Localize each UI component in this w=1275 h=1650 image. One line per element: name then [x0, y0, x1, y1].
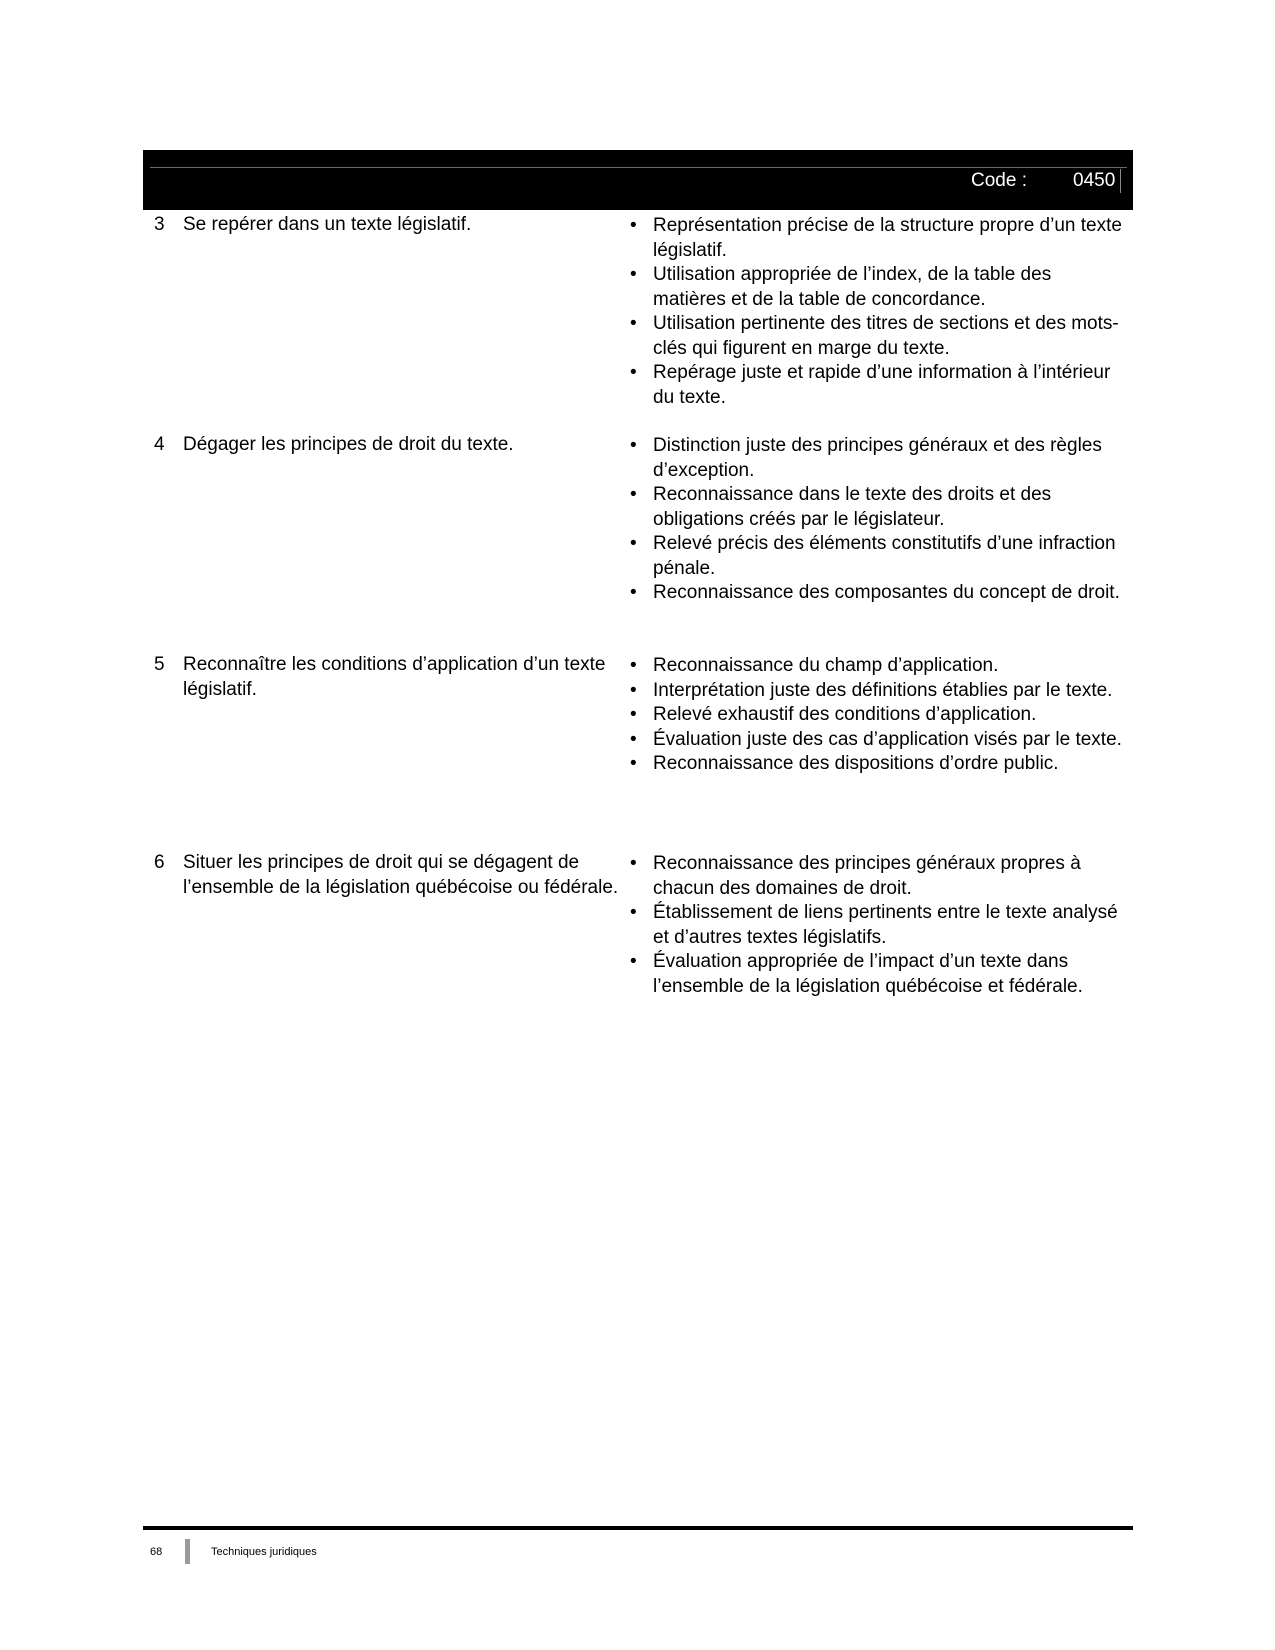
criterion-item	[628, 263, 1128, 312]
criterion-item	[628, 703, 1128, 728]
criterion-text: Utilisation appropriée de l’index, de la table des matières et de la table de concordance.	[653, 264, 1052, 310]
element-statement: Reconnaître les conditions d’application d’un texte législatif.	[183, 654, 606, 700]
element-number: 5	[154, 654, 165, 675]
bullet-icon: •	[630, 264, 637, 285]
code-value-cell-border	[1120, 169, 1121, 193]
bullet-icon: •	[630, 853, 637, 874]
footer-rule	[143, 1526, 1133, 1530]
bullet-icon: •	[630, 728, 637, 750]
header-divider	[150, 167, 1127, 168]
criterion-text: Reconnaissance des composantes du concept de droit.	[653, 582, 1120, 603]
bullet-icon: •	[630, 704, 637, 725]
bullet-icon: •	[630, 951, 637, 972]
bullet-icon: •	[630, 533, 637, 554]
bullet-icon: •	[630, 582, 637, 603]
criterion-item	[628, 950, 1128, 999]
element-number: 4	[154, 434, 165, 455]
criterion-item	[628, 312, 1128, 361]
criterion-item	[628, 361, 1128, 410]
footer-separator-bar	[185, 1539, 190, 1564]
bullet-icon: •	[630, 902, 637, 923]
element-number: 3	[154, 214, 165, 235]
criterion-text: Relevé précis des éléments constitutifs d’une infraction pénale.	[653, 533, 1116, 579]
criterion-item	[628, 581, 1128, 606]
performance-criteria-list	[628, 214, 1128, 410]
code-header-band	[143, 150, 1133, 210]
element-statement: Se repérer dans un texte législatif.	[183, 214, 472, 235]
criterion-item	[628, 852, 1128, 901]
code-value: 0450	[1073, 170, 1116, 191]
criterion-text: Repérage juste et rapide d’une information à l’intérieur du texte.	[653, 362, 1111, 408]
criterion-text: Reconnaissance des dispositions d’ordre public.	[653, 753, 1059, 774]
performance-criteria-list	[628, 654, 1128, 777]
criterion-item	[628, 901, 1128, 950]
criterion-text: Reconnaissance dans le texte des droits et des obligations créés par le législateur.	[653, 484, 1052, 530]
criterion-text: Relevé exhaustif des conditions d’application.	[653, 704, 1037, 725]
performance-criteria-list	[628, 852, 1128, 999]
element-statement: Situer les principes de droit qui se dégagent de l’ensemble de la législation québécoise ou fédérale.	[183, 852, 619, 898]
criterion-item	[628, 532, 1128, 581]
criterion-item	[628, 483, 1128, 532]
criterion-text: Utilisation pertinente des titres de sections et des mots-clés qui figurent en marge du texte.	[653, 313, 1119, 359]
page-number: 68	[150, 1546, 163, 1558]
program-title: Techniques juridiques	[211, 1546, 317, 1558]
performance-criteria-list	[628, 434, 1128, 606]
bullet-icon: •	[630, 484, 637, 505]
criterion-text: Reconnaissance du champ d’application.	[653, 655, 999, 676]
bullet-icon: •	[630, 655, 637, 676]
bullet-icon: •	[630, 362, 637, 383]
bullet-icon: •	[630, 435, 637, 456]
element-number: 6	[154, 852, 165, 873]
element-statement: Dégager les principes de droit du texte.	[183, 434, 514, 455]
criterion-item	[628, 752, 1128, 777]
bullet-icon: •	[630, 753, 637, 774]
criterion-item	[628, 434, 1128, 483]
criterion-item	[628, 728, 1128, 753]
criterion-item	[628, 654, 1128, 679]
criterion-text: Évaluation appropriée de l’impact d’un texte dans l’ensemble de la législation québécoise et fédérale.	[653, 951, 1083, 997]
criterion-text: Représentation précise de la structure propre d’un texte législatif.	[653, 215, 1122, 261]
bullet-icon: •	[630, 679, 637, 701]
criterion-text: Reconnaissance des principes généraux propres à chacun des domaines de droit.	[653, 853, 1081, 899]
code-label: Code :	[971, 170, 1027, 191]
bullet-icon: •	[630, 215, 637, 236]
bullet-icon: •	[630, 313, 637, 334]
criterion-text: Distinction juste des principes généraux et des règles d’exception.	[653, 435, 1102, 481]
criterion-text: Interprétation juste des définitions établies par le texte.	[653, 679, 1113, 701]
criterion-item	[628, 679, 1128, 704]
criterion-text: Établissement de liens pertinents entre le texte analysé et d’autres textes législatifs.	[653, 902, 1118, 948]
criterion-text: Évaluation juste des cas d’application visés par le texte.	[653, 728, 1122, 750]
criterion-item	[628, 214, 1128, 263]
